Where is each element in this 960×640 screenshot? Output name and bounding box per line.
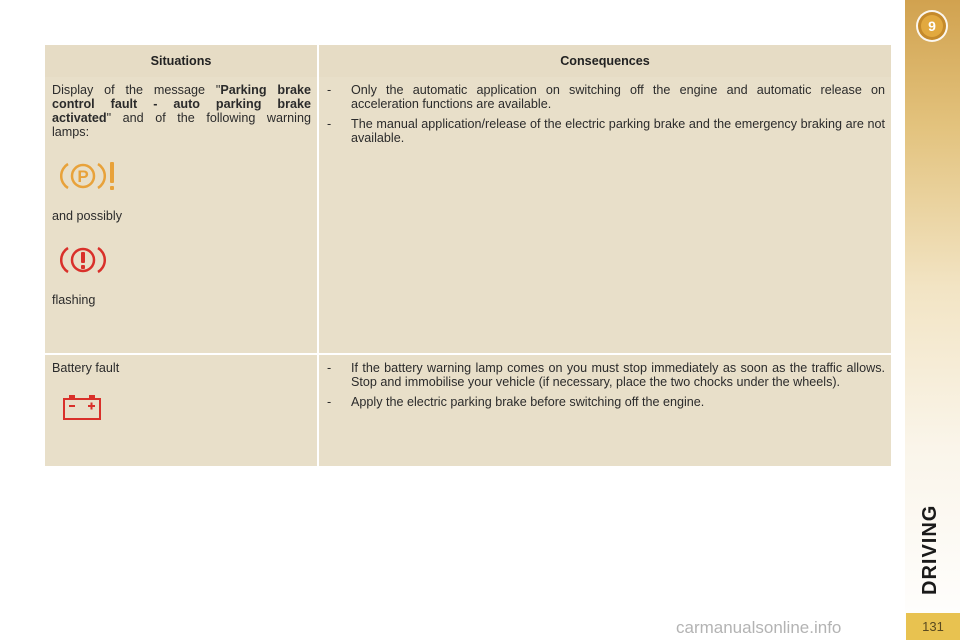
chapter-number: 9: [928, 18, 936, 34]
list-item: - Apply the electric parking brake before switching off the engine.: [327, 395, 885, 409]
consequences-list: [327, 361, 885, 409]
situation-prefix: Display of the message ": [52, 83, 221, 97]
watermark-text: carmanualsonline.info: [676, 618, 842, 637]
situation-cell: [45, 354, 318, 466]
consequences-list: [327, 83, 885, 145]
page-number-box: [906, 613, 960, 640]
table-header-row: [45, 45, 891, 77]
warnings-table: [45, 45, 891, 466]
section-label: DRIVING: [919, 504, 941, 595]
and-possibly-text: and possibly: [52, 209, 123, 223]
list-item: - Only the automatic application on switching off the engine and automatic release on acceleration functions are available.: [327, 83, 885, 111]
table-row: [45, 77, 891, 354]
table-row: [45, 354, 891, 466]
chapter-badge: [915, 9, 949, 43]
situation-text: Battery fault: [52, 361, 120, 375]
consequences-cell: [318, 354, 891, 466]
header-situations: Situations: [45, 45, 318, 77]
svg-text:P: P: [77, 167, 89, 186]
situation-cell: [45, 77, 318, 354]
consequences-cell: [318, 77, 891, 354]
page-number: 131: [922, 619, 944, 634]
situation-message: Parking brake control fault - auto parking brake activated: [52, 83, 311, 125]
situation-text: [52, 83, 311, 139]
battery-icon: [60, 393, 311, 429]
situation-suffix: " and of the following warning lamps:: [52, 111, 311, 139]
header-consequences: Consequences: [318, 45, 891, 77]
parking-brake-fault-icon: [60, 159, 311, 195]
brake-warning-icon: [60, 243, 311, 279]
flashing-text: flashing: [52, 293, 96, 307]
list-item: - If the battery warning lamp comes on you must stop immediately as soon as the traffic allows. Stop and immobilise your vehicle (if necessary, place the two chocks under the wheels).: [327, 361, 885, 389]
list-item: - The manual application/release of the electric parking brake and the emergency braking are not available.: [327, 117, 885, 145]
